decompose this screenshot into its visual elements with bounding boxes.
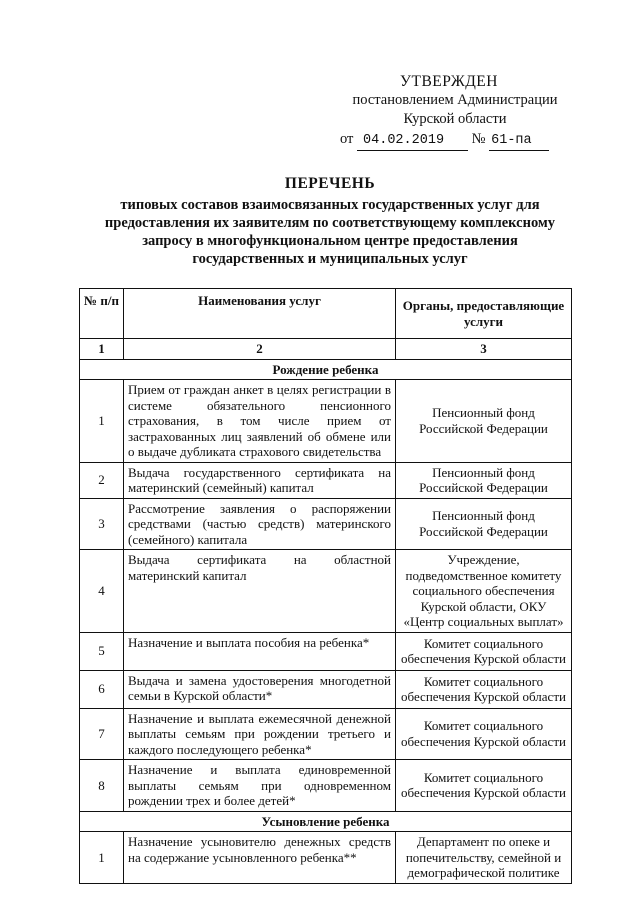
heading-title: ПЕРЕЧЕНЬ: [284, 175, 376, 192]
number-prefix: №: [471, 131, 486, 147]
header-service: Наименования услуг: [124, 289, 396, 339]
table-row: [80, 462, 572, 498]
table-row: [80, 708, 572, 760]
section-row: [80, 811, 572, 832]
approval-stamp: [340, 72, 570, 151]
column-number: 3: [396, 339, 572, 360]
row-agency: Комитет социального обеспечения Курской области: [396, 670, 572, 708]
row-service: Прием от граждан анкет в целях регистрации в системе обязательного пенсионного страхования, в том числе прием от застрахованных лиц заявлений об обмене или о выдаче дубликата страхового свидетельства: [124, 380, 396, 463]
approval-date-line: [340, 130, 570, 151]
table-row: [80, 760, 572, 812]
row-num: 3: [80, 498, 124, 550]
heading-subtitle-4: государственных и муниципальных услуг: [192, 251, 468, 267]
row-service: Назначение и выплата ежемесячной денежной выплаты семьям при рождении третьего и каждого последующего ребенка*: [124, 708, 396, 760]
date-prefix: от: [340, 131, 354, 147]
row-service: Выдача сертификата на областной материнский капитал: [124, 550, 396, 633]
row-num: 4: [80, 550, 124, 633]
row-num: 2: [80, 462, 124, 498]
table-row: [80, 498, 572, 550]
section-title: Рождение ребенка: [80, 359, 572, 380]
table-header-row: [80, 289, 572, 339]
header-agency: Органы, предоставляющие услуги: [396, 289, 572, 339]
heading-subtitle-1: типовых составов взаимосвязанных государственных услуг для: [120, 197, 540, 213]
row-num: 8: [80, 760, 124, 812]
row-agency: Комитет социального обеспечения Курской области: [396, 708, 572, 760]
row-service: Выдача государственного сертификата на материнский (семейный) капитал: [124, 462, 396, 498]
table-row: [80, 632, 572, 670]
row-service: Назначение и выплата единовременной выплаты семьям при одновременном рождении трех и более детей*: [124, 760, 396, 812]
row-agency: Пенсионный фонд Российской Федерации: [396, 498, 572, 550]
column-number-row: [80, 339, 572, 360]
row-num: 6: [80, 670, 124, 708]
row-agency: Комитет социального обеспечения Курской области: [396, 632, 572, 670]
row-service: Назначение и выплата пособия на ребенка*: [124, 632, 396, 670]
column-number: 1: [80, 339, 124, 360]
header-num: № п/п: [80, 289, 124, 339]
approval-line-2: Курской области: [403, 111, 507, 127]
row-agency: Учреждение, подведомственное комитету социального обеспечения Курской области, ОКУ «Центр социальных выплат»: [396, 550, 572, 633]
row-num: 7: [80, 708, 124, 760]
row-service: Выдача и замена удостоверения многодетной семьи в Курской области*: [124, 670, 396, 708]
approval-date: 04.02.2019: [357, 131, 468, 151]
row-service: Назначение усыновителю денежных средств на содержание усыновленного ребенка**: [124, 832, 396, 884]
table-row: [80, 670, 572, 708]
section-row: [80, 359, 572, 380]
heading-subtitle-2: предоставления их заявителям по соответствующему комплексному: [104, 215, 556, 231]
row-agency: Комитет социального обеспечения Курской области: [396, 760, 572, 812]
services-table: [79, 288, 572, 884]
row-num: 1: [80, 832, 124, 884]
approval-line-1: постановлением Администрации: [352, 92, 558, 108]
row-service: Рассмотрение заявления о распоряжении средствами (частью средств) материнского (семейного) капитала: [124, 498, 396, 550]
section-title: Усыновление ребенка: [80, 811, 572, 832]
approval-title: УТВЕРЖДЕН: [400, 73, 498, 90]
row-agency: Пенсионный фонд Российской Федерации: [396, 380, 572, 463]
heading-subtitle-3: запросу в многофункциональном центре предоставления: [142, 233, 518, 249]
column-number: 2: [124, 339, 396, 360]
approval-number: 61-па: [489, 131, 549, 151]
row-num: 1: [80, 380, 124, 463]
table-row: [80, 550, 572, 633]
row-agency: Пенсионный фонд Российской Федерации: [396, 462, 572, 498]
row-num: 5: [80, 632, 124, 670]
row-agency: Департамент по опеке и попечительству, семейной и демографической политике: [396, 832, 572, 884]
document-heading: [80, 175, 580, 268]
table-row: [80, 832, 572, 884]
table-row: [80, 380, 572, 463]
